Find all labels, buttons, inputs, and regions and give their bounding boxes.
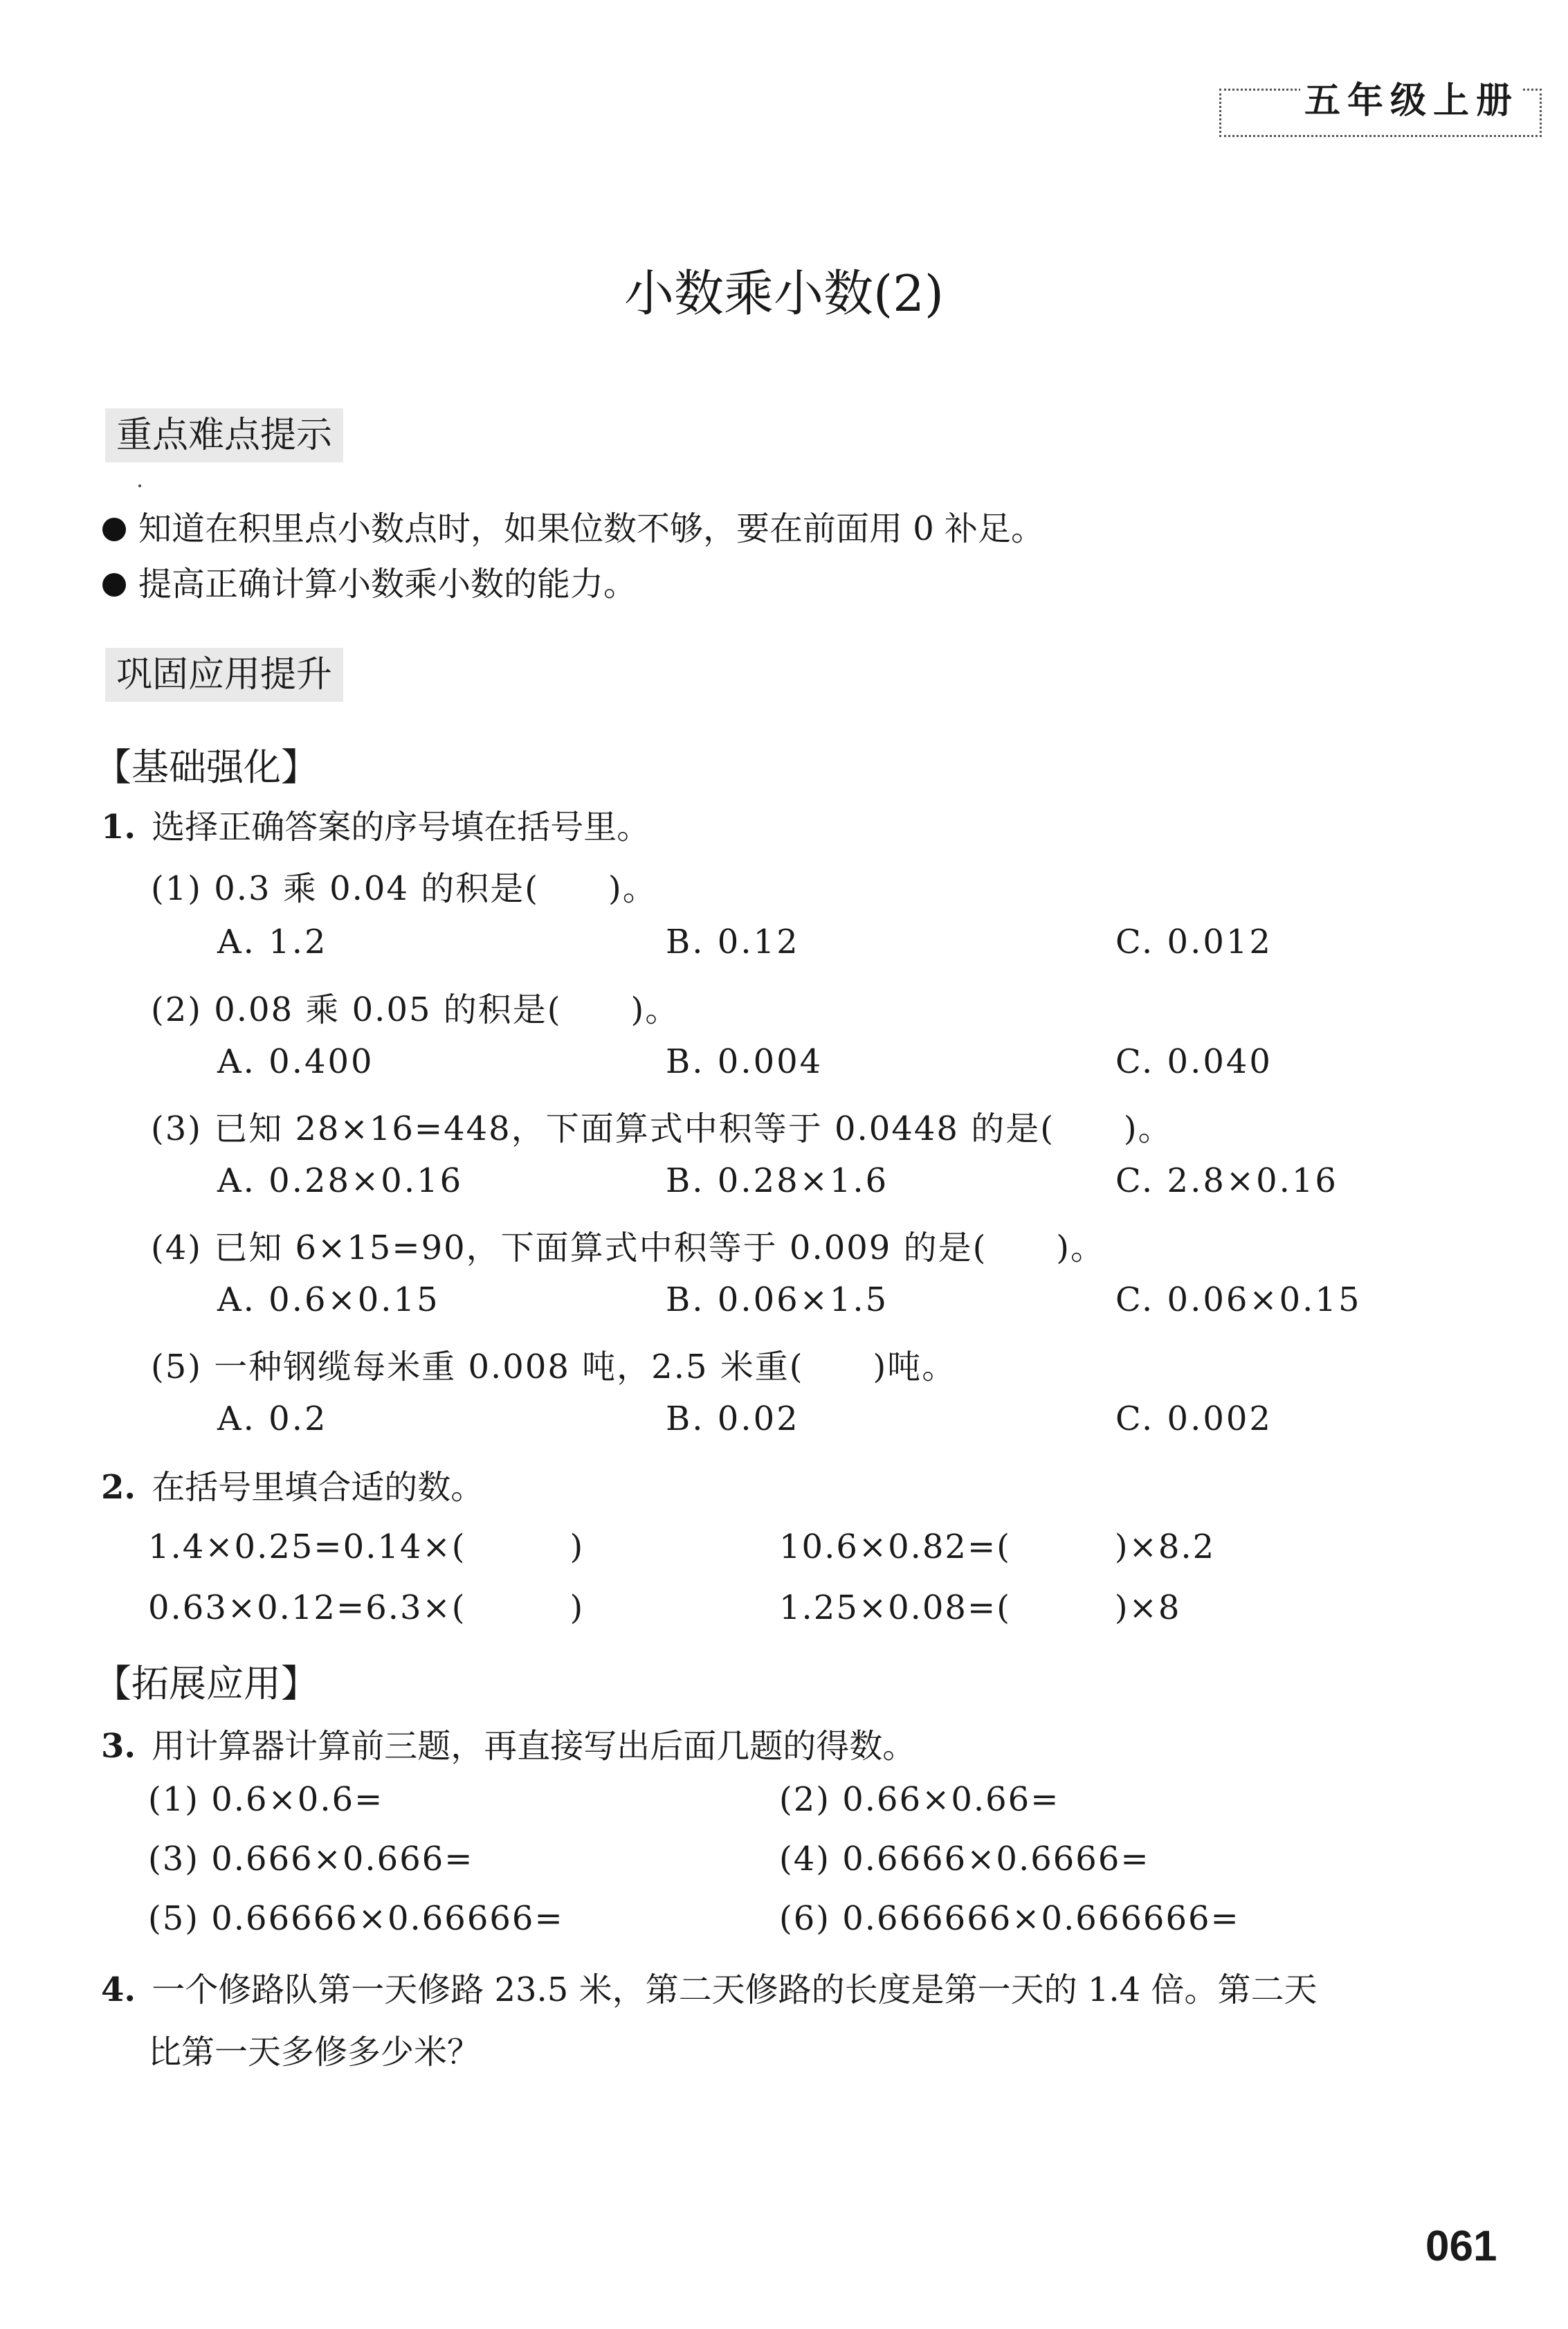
- q1-item-3-option-b: B. 0.28×1.6: [666, 1161, 889, 1200]
- question-text-line-1: 一个修路队第一天修路 23.5 米，第二天修路的长度是第一天的 1.4 倍。第二天: [152, 1970, 1318, 2009]
- question-number: 2.: [101, 1468, 136, 1507]
- q1-item-4-option-c: C. 0.06×0.15: [1115, 1280, 1362, 1319]
- bullet-icon: [102, 518, 126, 541]
- grade-tag: [1219, 80, 1542, 137]
- q3-row-3-left: (5) 0.66666×0.66666=: [148, 1899, 564, 1938]
- q1-item-5-stem: (5) 一种钢缆每米重 0.008 吨，2.5 米重( )吨。: [151, 1348, 957, 1386]
- question-number: 4.: [101, 1970, 136, 2009]
- q1-item-3-option-c: C. 2.8×0.16: [1115, 1161, 1338, 1200]
- q3-row-3-right: (6) 0.666666×0.666666=: [779, 1899, 1240, 1938]
- q1-item-1-option-a: A. 1.2: [217, 923, 328, 961]
- key-point-item-2: [102, 557, 637, 605]
- question-text-line-2: 比第一天多修多少米？: [148, 2033, 481, 2072]
- q1-item-4-option-b: B. 0.06×1.5: [666, 1280, 889, 1319]
- key-points-heading: 重点难点提示: [105, 408, 343, 462]
- question-3: [101, 1719, 915, 1767]
- question-1: [101, 800, 650, 848]
- q1-item-2-option-b: B. 0.004: [666, 1042, 823, 1081]
- q1-item-5-option-a: A. 0.2: [217, 1399, 328, 1438]
- page-number: 061: [1425, 2222, 1497, 2270]
- key-point-text: 提高正确计算小数乘小数的能力。: [138, 565, 637, 604]
- q1-item-4-stem: (4) 已知 6×15=90，下面算式中积等于 0.009 的是( )。: [151, 1229, 1106, 1267]
- q1-item-1-stem: (1) 0.3 乘 0.04 的积是( )。: [151, 869, 657, 908]
- q3-row-2-right: (4) 0.6666×0.6666=: [779, 1840, 1150, 1878]
- margin-dot: [138, 484, 141, 487]
- q1-item-4-option-a: A. 0.6×0.15: [217, 1280, 440, 1319]
- q1-item-5-option-b: B. 0.02: [666, 1399, 800, 1438]
- page-title: 小数乘小数(2): [624, 264, 944, 323]
- q2-row-2-left: 0.63×0.12=6.3×( ): [148, 1588, 585, 1627]
- question-number: 1.: [101, 808, 136, 846]
- extension-heading: 【拓展应用】: [94, 1662, 318, 1705]
- q1-item-2-option-c: C. 0.040: [1115, 1042, 1273, 1081]
- question-text: 用计算器计算前三题，再直接写出后面几题的得数。: [152, 1727, 916, 1766]
- key-point-text: 知道在积里点小数点时，如果位数不够，要在前面用 0 补足。: [138, 509, 1045, 548]
- question-number: 3.: [101, 1727, 136, 1766]
- q3-row-1-left: (1) 0.6×0.6=: [148, 1780, 384, 1819]
- q2-row-1-right: 10.6×0.82=( )×8.2: [779, 1528, 1216, 1566]
- q1-item-5-option-c: C. 0.002: [1115, 1399, 1273, 1438]
- q1-item-3-stem: (3) 已知 28×16=448，下面算式中积等于 0.0448 的是( )。: [151, 1109, 1173, 1148]
- question-text: 在括号里填合适的数。: [152, 1468, 484, 1507]
- q1-item-1-option-c: C. 0.012: [1115, 923, 1273, 961]
- bullet-icon: [102, 573, 126, 597]
- q2-row-2-right: 1.25×0.08=( )×8: [779, 1588, 1181, 1627]
- q3-row-2-left: (3) 0.666×0.666=: [148, 1840, 474, 1878]
- question-text: 选择正确答案的序号填在括号里。: [152, 808, 650, 846]
- practice-heading: 巩固应用提升: [105, 648, 343, 702]
- basic-heading: 【基础强化】: [94, 745, 318, 789]
- grade-tag-label: 五年级上册: [1300, 71, 1523, 123]
- q1-item-3-option-a: A. 0.28×0.16: [217, 1161, 464, 1200]
- question-4: [101, 1963, 1317, 2011]
- q1-item-2-stem: (2) 0.08 乘 0.05 的积是( )。: [151, 990, 680, 1029]
- question-2: [101, 1460, 484, 1508]
- q3-row-1-right: (2) 0.66×0.66=: [779, 1780, 1060, 1819]
- key-point-item-1: [102, 502, 1044, 550]
- q2-row-1-left: 1.4×0.25=0.14×( ): [148, 1528, 585, 1566]
- q1-item-2-option-a: A. 0.400: [217, 1042, 374, 1081]
- q1-item-1-option-b: B. 0.12: [666, 923, 800, 961]
